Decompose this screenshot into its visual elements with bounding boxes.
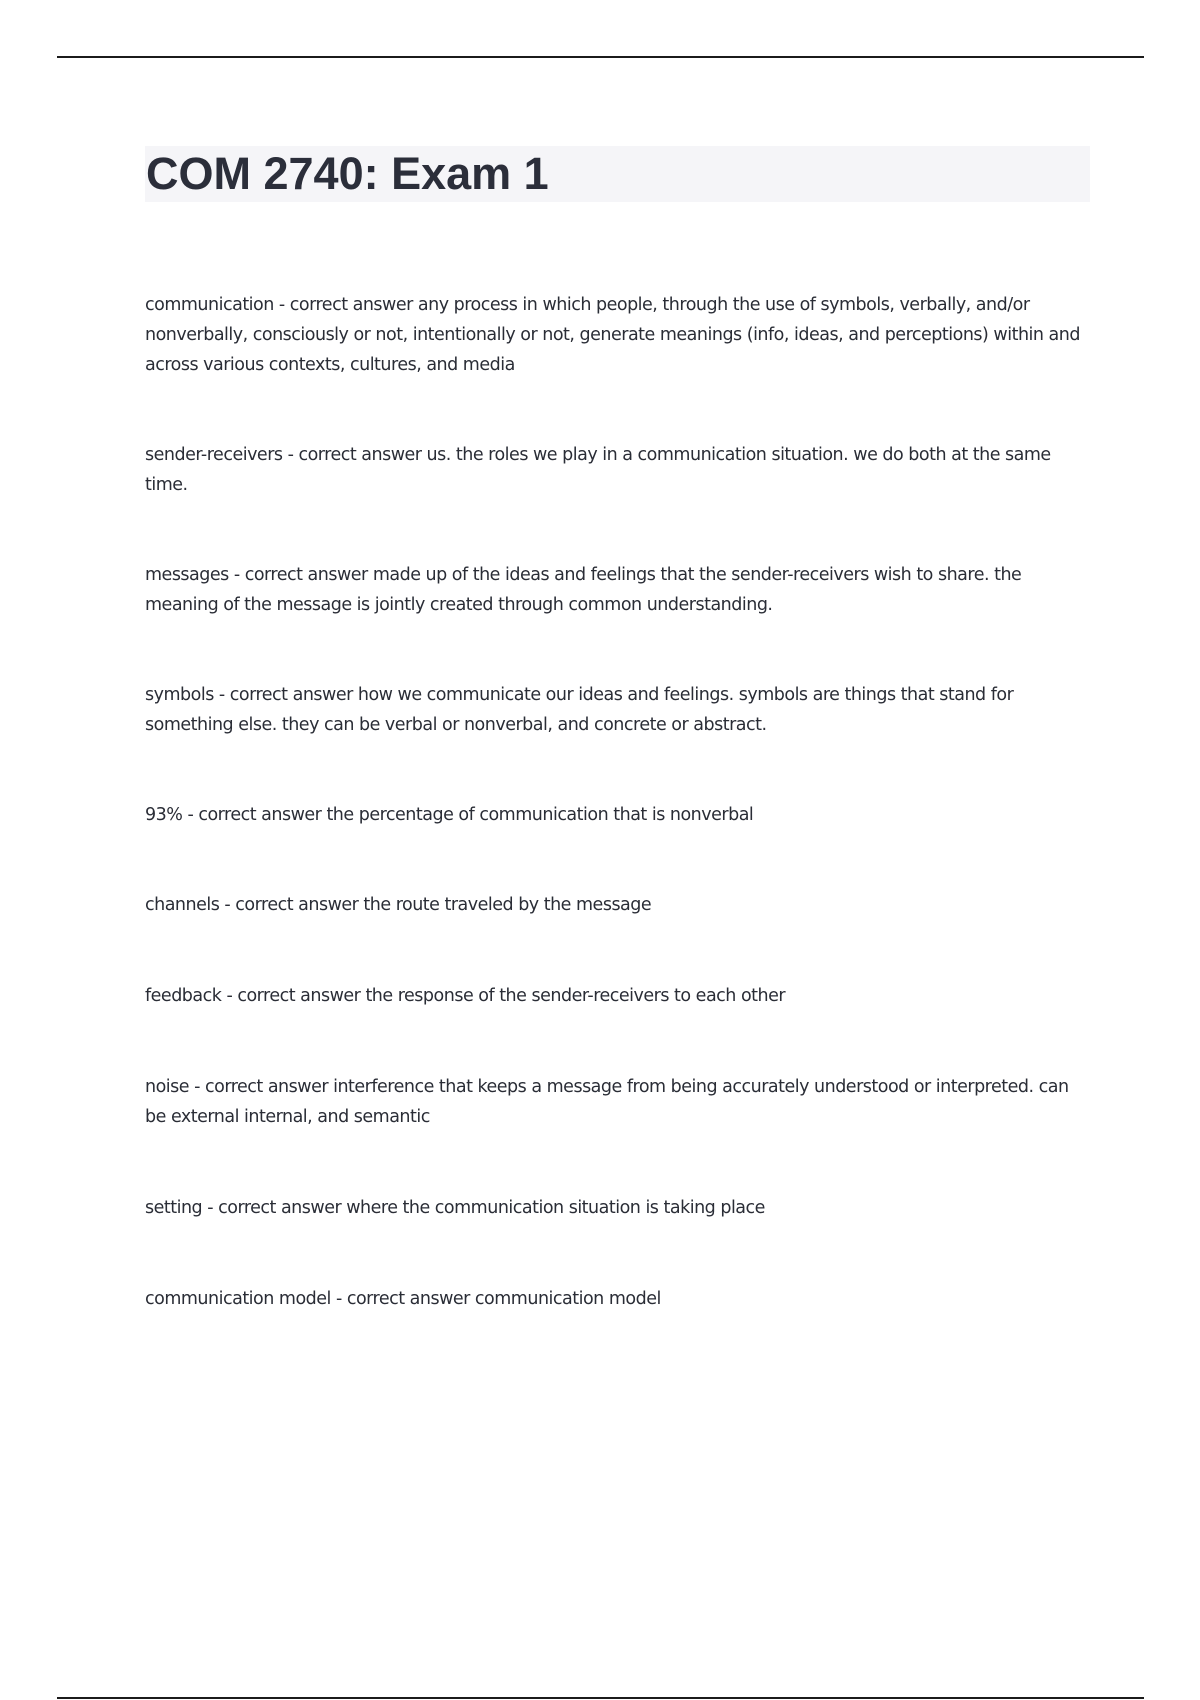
top-rule xyxy=(57,56,1144,58)
entry-feedback: feedback - correct answer the response of the sender-receivers to each other xyxy=(145,986,786,1006)
entry-communication-model: communication model - correct answer communication model xyxy=(145,1289,661,1309)
entry-channels: channels - correct answer the route traveled by the message xyxy=(145,895,652,915)
entry-93-percent: 93% - correct answer the percentage of communication that is nonverbal xyxy=(145,805,754,825)
entry-messages: messages - correct answer made up of the ideas and feelings that the sender-receivers wish to share. the meaning of the message is jointly created through common understanding. xyxy=(145,565,1022,615)
entry-symbols: symbols - correct answer how we communicate our ideas and feelings. symbols are things that stand for something else. they can be verbal or nonverbal, and concrete or abstract. xyxy=(145,685,1014,735)
entry-communication: communication - correct answer any process in which people, through the use of symbols, verbally, and/or nonverbally, consciously or not, intentionally or not, generate meanings (info, ideas, and perceptions) within and across various contexts, cultures, and media xyxy=(145,295,1080,375)
entry-sender-receivers: sender-receivers - correct answer us. the roles we play in a communication situation. we do both at the same time. xyxy=(145,445,1051,495)
entry-setting: setting - correct answer where the communication situation is taking place xyxy=(145,1198,765,1218)
entry-noise: noise - correct answer interference that keeps a message from being accurately understood or interpreted. can be external internal, and semantic xyxy=(145,1077,1069,1127)
bottom-rule xyxy=(57,1697,1144,1699)
page-title: COM 2740: Exam 1 xyxy=(146,148,549,199)
